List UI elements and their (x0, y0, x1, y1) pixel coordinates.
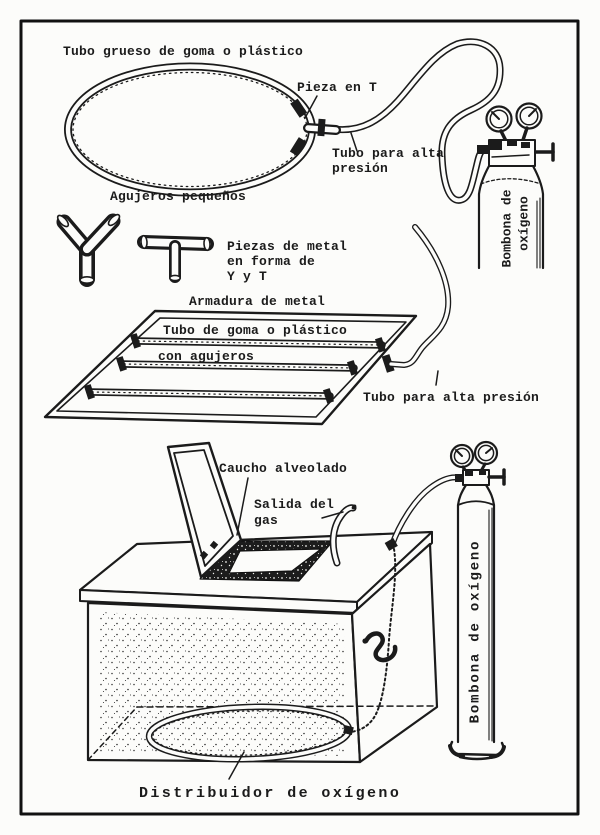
hp-tube-top-label-line1: Tubo para alta (332, 146, 445, 161)
y-piece-drawing (56, 213, 121, 283)
metal-pieces-label-line2: en forma de (227, 254, 316, 269)
leader-caucho (237, 478, 248, 535)
frame-label: Armadura de metal (189, 294, 326, 309)
frame-tube-label-line2: con agujeros (158, 349, 255, 364)
hp-tube-top-label-line2: presión (332, 161, 389, 176)
top-cylinder-label-line2: oxígeno (516, 196, 532, 251)
frame-tube-label-line1: Tubo de goma o plástico (163, 323, 348, 338)
foam-label: Caucho alveolado (219, 461, 348, 476)
middle-hp-tube-drawing (391, 227, 448, 385)
t-metal-piece-drawing (141, 236, 211, 281)
distributor-label: Distribuidor de oxígeno (139, 785, 402, 802)
gas-outlet-label-line1: Salida del (254, 497, 335, 512)
leader-hp-middle (436, 371, 438, 385)
top-oxygen-cylinder-drawing (477, 104, 553, 269)
metal-pieces-label-line3: Y y T (227, 269, 268, 284)
aeration-box-drawing (80, 532, 437, 762)
holes-label: Agujeros pequeños (110, 189, 247, 204)
tube-loop-drawing (68, 67, 312, 193)
gas-outlet-label-line2: gas (254, 513, 279, 528)
top-cylinder-label-line1: Bombona de (499, 189, 515, 268)
loop-label: Tubo grueso de goma o plástico (63, 44, 304, 59)
t-piece-label: Pieza en T (297, 80, 378, 95)
hp-tube-middle-label: Tubo para alta presión (363, 390, 540, 405)
top-hp-tube-drawing (333, 42, 500, 201)
bottom-cylinder-label: Bombona de oxígeno (467, 539, 484, 724)
metal-pieces-label-line1: Piezas de metal (227, 239, 348, 254)
